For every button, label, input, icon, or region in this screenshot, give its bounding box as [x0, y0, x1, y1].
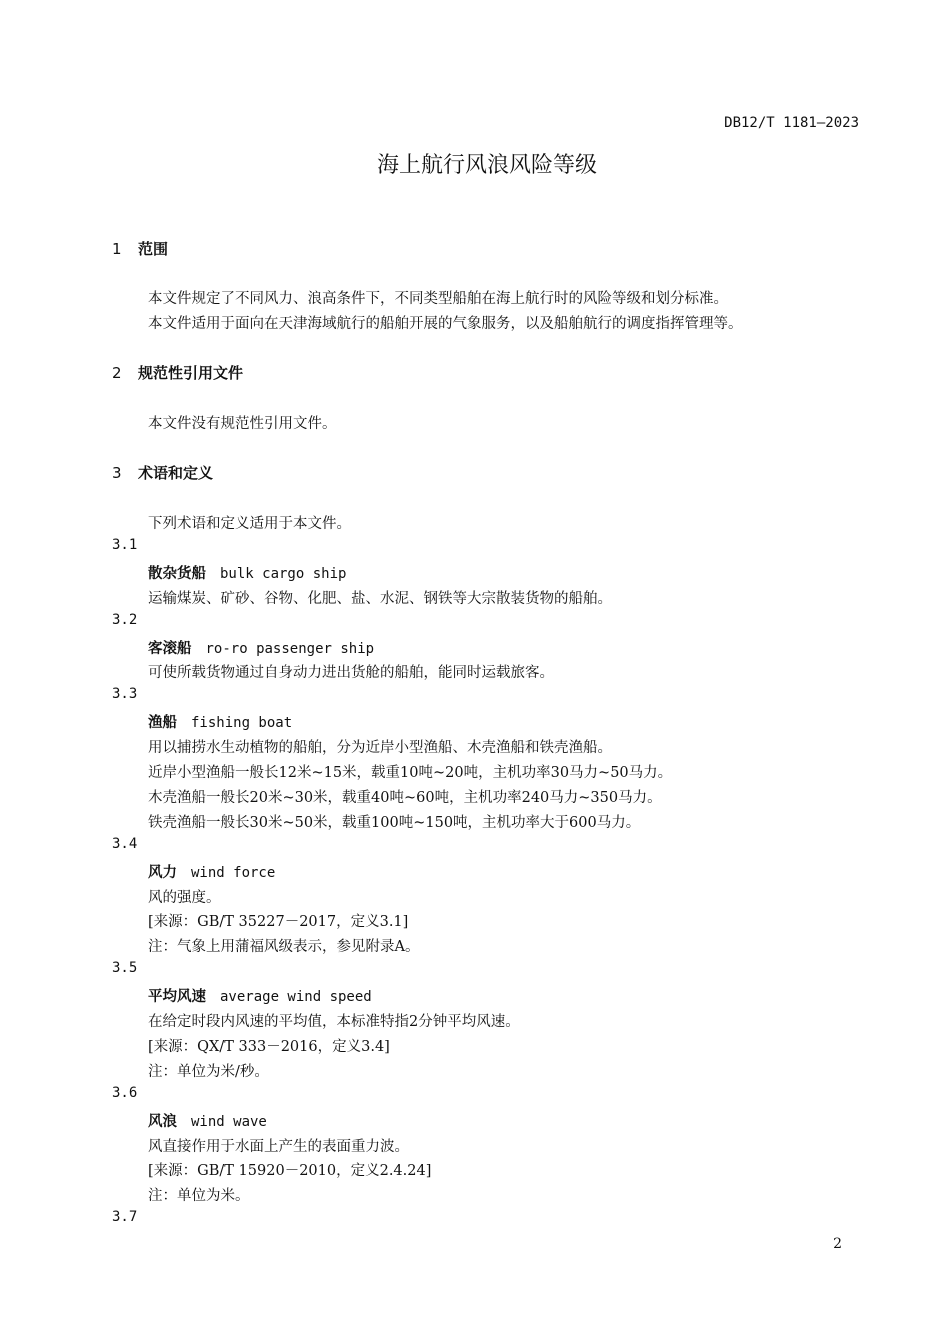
page-title: 海上航行风浪风险等级 — [376, 153, 597, 178]
document-code: DB12/T 1181—2023 — [724, 115, 859, 131]
term-english: wind force — [191, 865, 276, 881]
term-definition: 在给定时段内风速的平均值，本标准特指2分钟平均风速。 — [148, 1014, 520, 1030]
term-chinese: 散杂货船 — [148, 566, 206, 582]
term-english: bulk cargo ship — [220, 566, 347, 582]
term-number: 3.1 — [112, 537, 138, 553]
term-english: wind wave — [191, 1114, 267, 1130]
term-definition: 可使所载货物通过自身动力进出货舱的船舶，能同时运载旅客。 — [148, 665, 554, 681]
term-english: average wind speed — [220, 989, 372, 1005]
term-definition: 风直接作用于水面上产生的表面重力波。 — [148, 1139, 409, 1155]
section-number: 3 — [112, 464, 122, 482]
page-number: 2 — [833, 1236, 842, 1252]
section-number: 2 — [112, 364, 122, 382]
term-heading — [148, 637, 374, 658]
section-heading-terms — [112, 462, 213, 483]
term-definition: 铁壳渔船一般长30米~50米，载重100吨~150吨，主机功率大于600马力。 — [148, 815, 641, 831]
term-number: 3.7 — [112, 1209, 138, 1225]
term-english: fishing boat — [191, 715, 293, 731]
paragraph: 下列术语和定义适用于本文件。 — [148, 516, 351, 532]
term-note: 注：单位为米/秒。 — [148, 1064, 269, 1080]
term-number: 3.5 — [112, 960, 138, 976]
term-number: 3.3 — [112, 686, 138, 702]
term-chinese: 客滚船 — [148, 641, 192, 657]
section-heading-scope — [112, 238, 168, 259]
term-chinese: 风力 — [148, 865, 177, 881]
term-heading — [148, 861, 275, 882]
term-note: 注：单位为米。 — [148, 1188, 250, 1204]
term-source: [来源：QX/T 333－2016，定义3.4] — [148, 1039, 390, 1055]
section-heading-references — [112, 362, 243, 383]
term-source: [来源：GB/T 15920－2010，定义2.4.24] — [148, 1163, 432, 1179]
section-title: 范围 — [138, 240, 169, 258]
term-note: 注：气象上用蒲福风级表示，参见附录A。 — [148, 939, 420, 955]
section-title: 规范性引用文件 — [138, 364, 244, 382]
term-chinese: 风浪 — [148, 1114, 177, 1130]
term-source: [来源：GB/T 35227－2017，定义3.1] — [148, 914, 409, 930]
term-definition: 用以捕捞水生动植物的船舶，分为近岸小型渔船、木壳渔船和铁壳渔船。 — [148, 740, 612, 756]
term-definition: 运输煤炭、矿砂、谷物、化肥、盐、水泥、钢铁等大宗散装货物的船舶。 — [148, 591, 612, 607]
paragraph: 本文件没有规范性引用文件。 — [148, 416, 337, 432]
section-title: 术语和定义 — [138, 464, 214, 482]
term-chinese: 渔船 — [148, 715, 177, 731]
paragraph: 本文件规定了不同风力、浪高条件下，不同类型船舶在海上航行时的风险等级和划分标准。 — [148, 291, 728, 307]
term-definition: 近岸小型渔船一般长12米~15米，载重10吨~20吨，主机功率30马力~50马力。 — [148, 765, 673, 781]
term-definition: 木壳渔船一般长20米~30米，载重40吨~60吨，主机功率240马力~350马力。 — [148, 790, 662, 806]
term-number: 3.6 — [112, 1085, 138, 1101]
term-number: 3.2 — [112, 612, 138, 628]
term-heading — [148, 1110, 267, 1131]
term-heading — [148, 711, 292, 732]
paragraph: 本文件适用于面向在天津海域航行的船舶开展的气象服务，以及船舶航行的调度指挥管理等。 — [148, 316, 743, 332]
term-chinese: 平均风速 — [148, 989, 206, 1005]
term-heading — [148, 562, 346, 583]
term-number: 3.4 — [112, 836, 138, 852]
term-english: ro-ro passenger ship — [205, 641, 375, 657]
term-definition: 风的强度。 — [148, 890, 221, 906]
term-heading — [148, 985, 372, 1006]
section-number: 1 — [112, 240, 122, 258]
